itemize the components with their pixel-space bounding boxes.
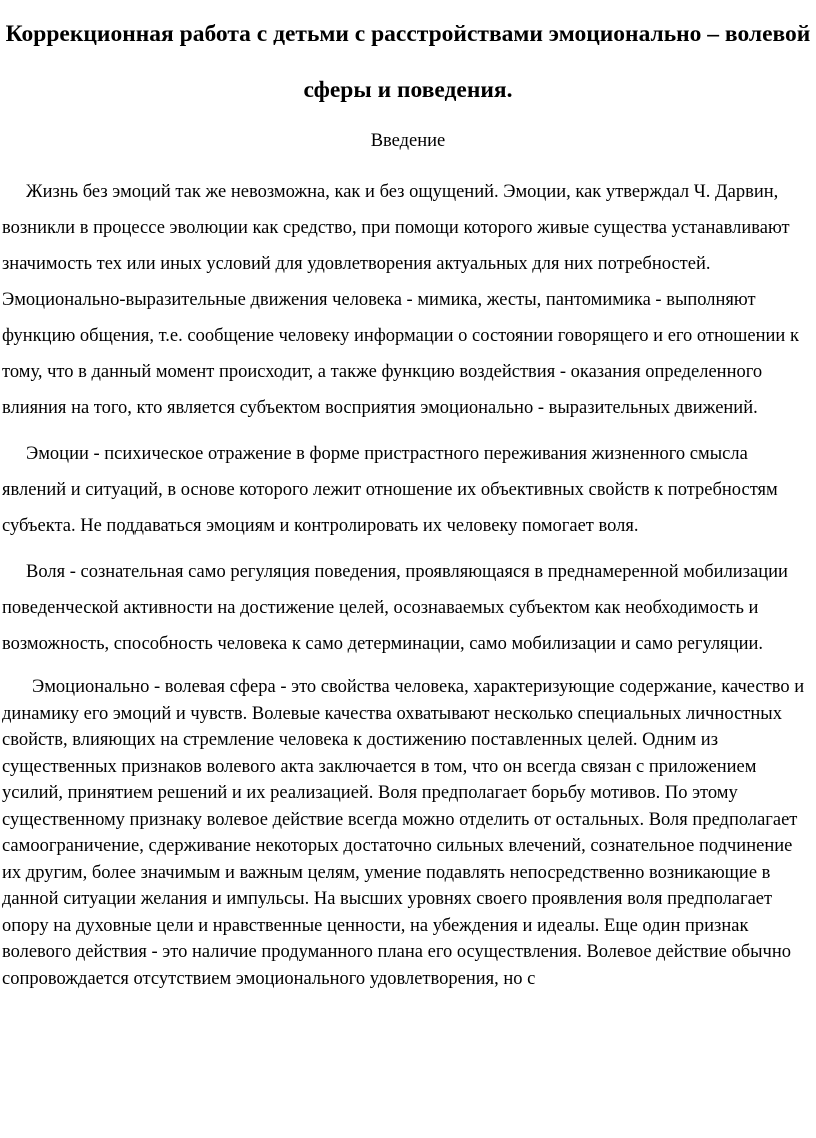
paragraph-emotions-intro: Жизнь без эмоций так же невозможна, как и без ощущений. Эмоции, как утверждал Ч. Дарвин, возникли в процессе эволюции как средство, при помощи которого живые существа устанавливают значимость тех или иных условий для удовлетворения актуальных для них потребностей. Эмоционально-выразительные движения человека - мимика, жесты, пантомимика - выполняют функцию общения, т.е. сообщение человеку информации о состоянии говорящего и его отношении к тому, что в данный момент происходит, а также функцию воздействия - оказания определенного влияния на того, кто является субъектом восприятия эмоционально - выразительных движений. bbox=[2, 182, 799, 418]
paragraph-emotions-definition: Эмоции - психическое отражение в форме пристрастного переживания жизненного смысла явлений и ситуаций, в основе которого лежит отношение их объективных свойств к потребностям субъекта. Не поддаваться эмоциям и контролировать их человеку помогает воля. bbox=[2, 444, 778, 536]
paragraph-will-definition: Воля - сознательная само регуляция поведения, проявляющаяся в преднамеренной мобилизации поведенческой активности на достижение целей, осознаваемых субъектом как необходимость и возможность, способность человека к само детерминации, само мобилизации и само регуляции. bbox=[2, 562, 788, 654]
paragraph-emotional-volitional-sphere: Эмоционально - волевая сфера - это свойства человека, характеризующие содержание, качество и динамику его эмоций и чувств. Волевые качества охватывают несколько специальных личностных свойств, влияющих на стремление человека к достижению поставленных целей. Одним из существенных признаков волевого акта заключается в том, что он всегда связан с приложением усилий, принятием решений и их реализацией. Воля предполагает борьбу мотивов. По этому существенному признаку волевое действие всегда можно отделить от остальных. Воля предполагает самоограничение, сдерживание некоторых достаточно сильных влечений, сознательное подчинение их другим, более значимым и важным целям, умение подавлять непосредственно возникающие в данной ситуации желания и импульсы. На высших уровнях своего проявления воля предполагает опору на духовные цели и нравственные ценности, на убеждения и идеалы. Еще один признак волевого действия - это наличие продуманного плана его осуществления. Волевое действие обычно сопровождается отсутствием эмоционального удовлетворения, но с bbox=[2, 677, 805, 989]
document-title: Коррекционная работа с детьми с расстройствами эмоционально – волевой сферы и поведения. bbox=[5, 21, 811, 103]
section-heading: Введение bbox=[370, 131, 446, 151]
